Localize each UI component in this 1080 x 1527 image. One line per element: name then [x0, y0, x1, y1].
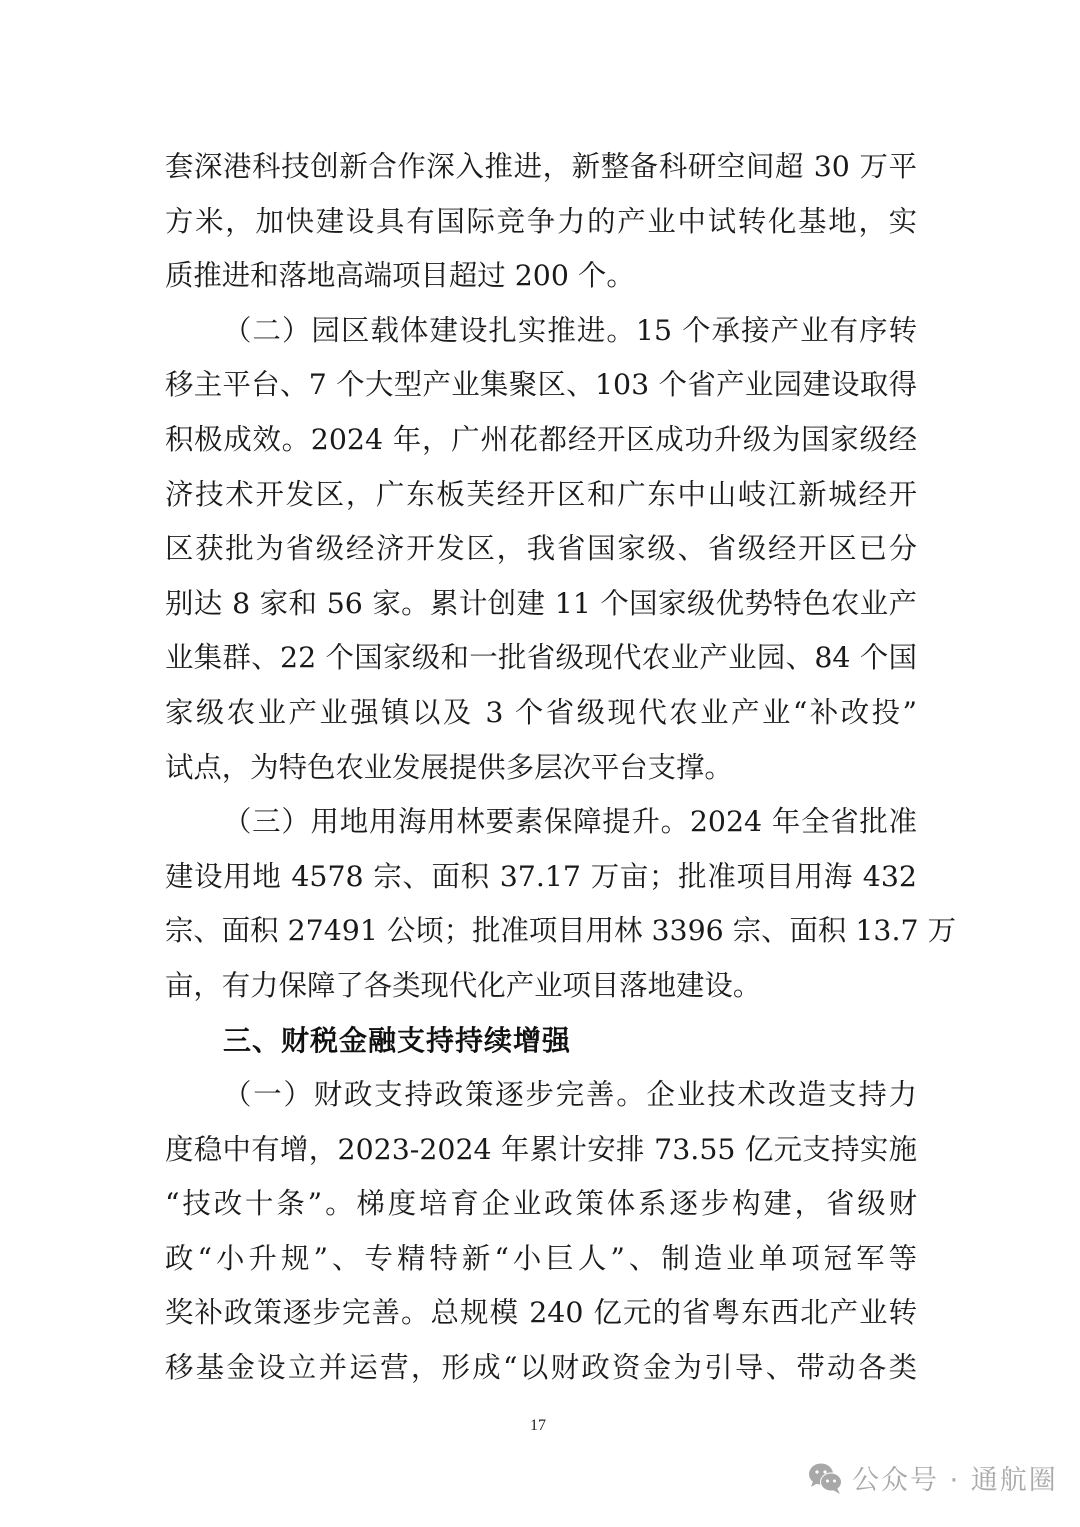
wechat-icon — [808, 1461, 844, 1495]
watermark-text: 公众号 · 通航圈 — [852, 1465, 1058, 1496]
text-line: 亩，有力保障了各类现代化产业项目落地建设。 — [165, 968, 762, 1002]
text-line: 方米，加快建设具有国际竞争力的产业中试转化基地，实 — [165, 204, 917, 238]
text-line: 政“小升规”、专精特新“小巨人”、制造业单项冠军等 — [165, 1241, 917, 1275]
watermark — [808, 1458, 1058, 1497]
text-line: （二）园区载体建设扎实推进。15 个承接产业有序转 — [223, 313, 917, 347]
text-line: “技改十条”。梯度培育企业政策体系逐步构建，省级财 — [165, 1187, 917, 1221]
text-line: 区获批为省级经济开发区，我省国家级、省级经开区已分 — [165, 532, 917, 566]
text-line: 业集群、22 个国家级和一批省级现代农业产业园、84 个国 — [165, 641, 917, 675]
text-line: 积极成效。2024 年，广州花都经开区成功升级为国家级经 — [165, 422, 917, 456]
page-number: 17 — [530, 1417, 546, 1434]
text-line: 别达 8 家和 56 家。累计创建 11 个国家级优势特色农业产 — [165, 586, 917, 620]
text-line: 试点，为特色农业发展提供多层次平台支撑。 — [165, 750, 733, 784]
document-page — [165, 140, 956, 1396]
text-line: 济技术开发区，广东板芙经开区和广东中山岐江新城经开 — [165, 477, 917, 511]
text-line: 移主平台、7 个大型产业集聚区、103 个省产业园建设取得 — [165, 368, 917, 402]
paragraph-park-carrier — [165, 304, 917, 795]
text-line: 家级农业产业强镇以及 3 个省级现代农业产业“补改投” — [165, 695, 917, 729]
text-line: 度稳中有增，2023-2024 年累计安排 73.55 亿元支持实施 — [165, 1132, 917, 1166]
text-line: 套深港科技创新合作深入推进，新整备科研空间超 30 万平 — [165, 150, 917, 183]
text-line: 奖补政策逐步完善。总规模 240 亿元的省粤东西北产业转 — [165, 1296, 917, 1330]
text-line: 宗、面积 27491 公顷；批准项目用林 3396 宗、面积 13.7 万 — [165, 914, 956, 948]
text-line: 移基金设立并运营，形成“以财政资金为引导、带动各类 — [165, 1351, 917, 1385]
text-line: 质推进和落地高端项目超过 200 个。 — [165, 259, 635, 293]
text-line: （一）财政支持政策逐步完善。企业技术改造支持力 — [223, 1078, 917, 1112]
text-line: 建设用地 4578 宗、面积 37.17 万亩；批准项目用海 432 — [165, 859, 917, 893]
text-line: （三）用地用海用林要素保障提升。2024 年全省批准 — [223, 805, 917, 839]
paragraph-continuation — [165, 140, 917, 304]
paragraph-land-sea-forest — [165, 795, 956, 1013]
section-heading: 三、财税金融支持持续增强 — [223, 1023, 572, 1057]
paragraph-fiscal-support — [165, 1068, 917, 1396]
